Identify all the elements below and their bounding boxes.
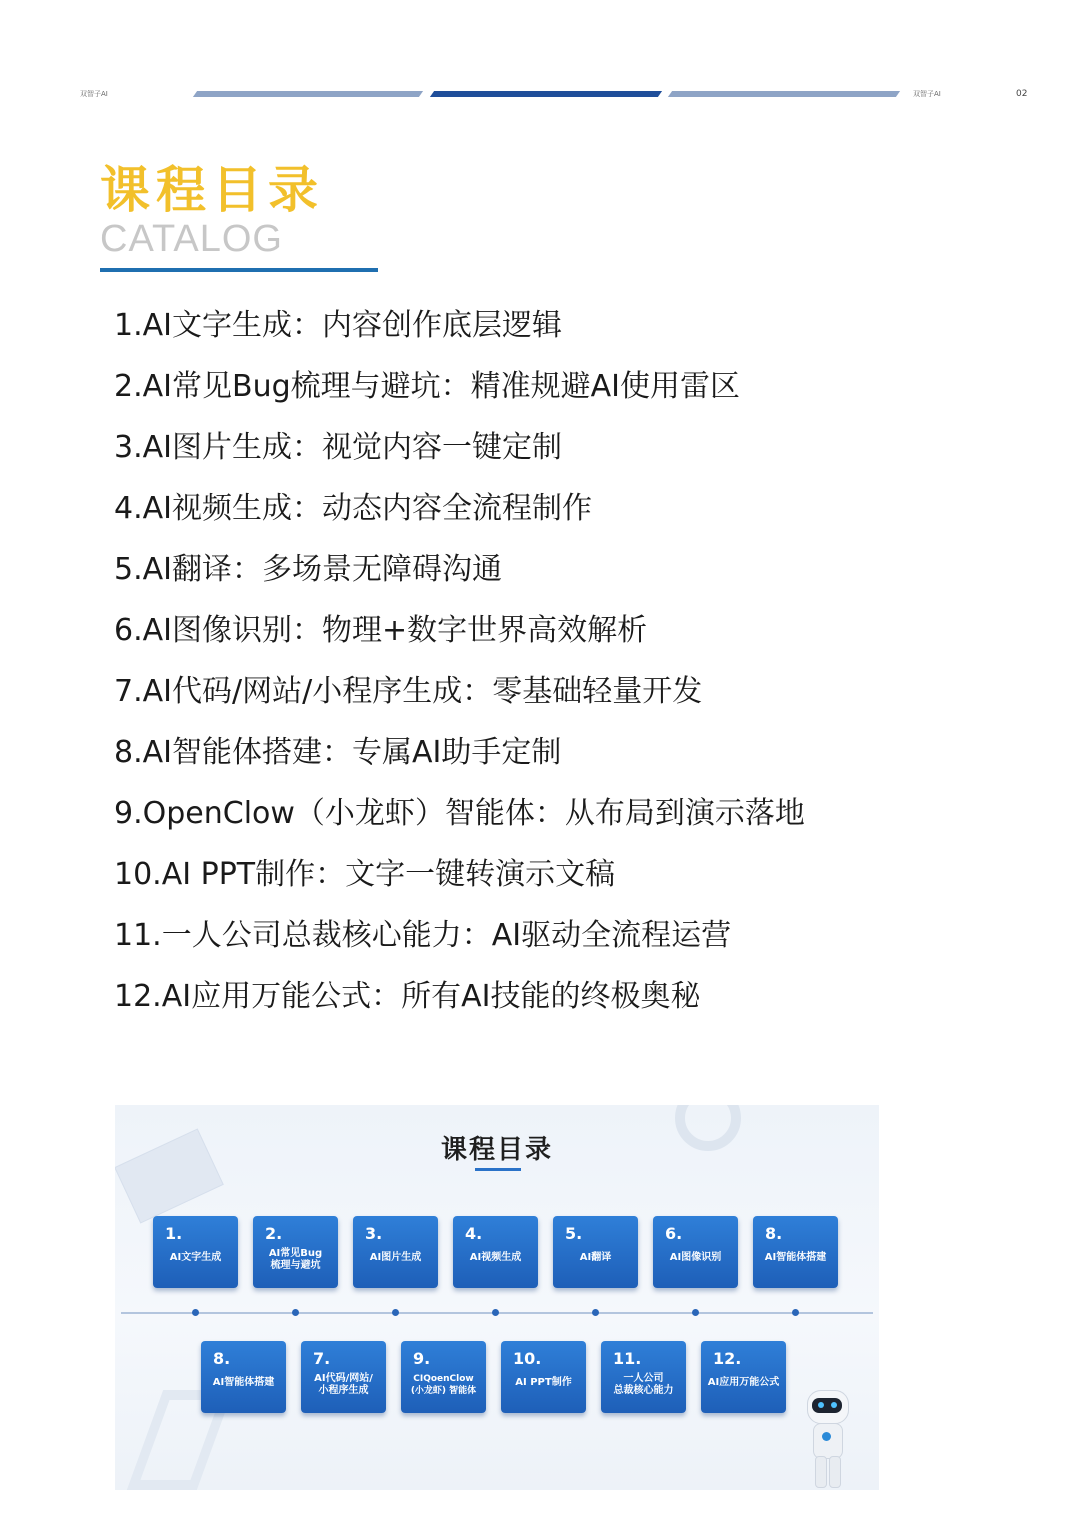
timeline-dot [592, 1309, 599, 1316]
course-card-number: 1. [165, 1224, 183, 1243]
course-card-number: 11. [613, 1349, 642, 1368]
robot-badge [822, 1432, 831, 1441]
course-card [201, 1341, 286, 1413]
course-card [153, 1216, 238, 1288]
course-card-label: AI PPT制作 [515, 1377, 572, 1388]
page-number: 02 [1016, 89, 1028, 99]
page-subtitle: CATALOG [100, 218, 283, 260]
catalog-item: 7.AI代码/网站/小程序生成：零基础轻量开发 [114, 674, 703, 709]
course-card-label: AI应用万能公式 [707, 1377, 780, 1388]
catalog-item: 12.AI应用万能公式：所有AI技能的终极奥秘 [114, 979, 701, 1014]
course-card-label: AI视频生成 [469, 1252, 522, 1263]
course-card-number: 4. [465, 1224, 483, 1243]
catalog-item: 1.AI文字生成：内容创作底层逻辑 [114, 308, 562, 343]
graphic-title: 课程目录 [440, 1135, 553, 1165]
course-card-number: 7. [313, 1349, 331, 1368]
timeline-dot [692, 1309, 699, 1316]
course-card-number: 3. [365, 1224, 383, 1243]
course-card-label: AI图片生成 [369, 1252, 422, 1263]
course-card-number: 6. [665, 1224, 683, 1243]
course-card-label: AI智能体搭建 [764, 1252, 827, 1263]
course-card-label: AI代码/网站/ 小程序生成 [314, 1373, 373, 1396]
course-card [653, 1216, 738, 1288]
course-card [701, 1341, 786, 1413]
course-card-label: 一人公司 总裁核心能力 [613, 1373, 674, 1396]
robot-illustration [803, 1390, 853, 1488]
course-card-number: 8. [765, 1224, 783, 1243]
robot-eye-right [831, 1402, 837, 1408]
header-right-label: 双智子AI [913, 90, 941, 98]
course-card [501, 1341, 586, 1413]
course-card-number: 12. [713, 1349, 742, 1368]
timeline-dot [292, 1309, 299, 1316]
course-card [453, 1216, 538, 1288]
course-card-label: AI图像识别 [669, 1252, 722, 1263]
course-card [553, 1216, 638, 1288]
course-card [301, 1341, 386, 1413]
course-card [601, 1341, 686, 1413]
header-bar-left [193, 91, 423, 97]
title-underline [100, 268, 378, 272]
course-card-number: 5. [565, 1224, 583, 1243]
header-bar-center [430, 91, 662, 97]
course-card-label: AI常见Bug 梳理与避坑 [268, 1248, 323, 1271]
course-card [401, 1341, 486, 1413]
graphic-title-underline [475, 1168, 521, 1171]
robot-leg-left [815, 1456, 827, 1488]
robot-eye-left [818, 1402, 824, 1408]
catalog-item: 2.AI常见Bug梳理与避坑：精准规避AI使用雷区 [114, 369, 741, 404]
course-card-number: 9. [413, 1349, 431, 1368]
robot-body [813, 1423, 843, 1459]
course-card [253, 1216, 338, 1288]
course-card-number: 2. [265, 1224, 283, 1243]
page-title: 课程目录 [100, 161, 324, 219]
header-bar-right [668, 91, 900, 97]
catalog-item: 11.一人公司总裁核心能力：AI驱动全流程运营 [114, 918, 732, 953]
catalog-item: 3.AI图片生成：视觉内容一键定制 [114, 430, 562, 465]
course-card [353, 1216, 438, 1288]
course-card-number: 8. [213, 1349, 231, 1368]
robot-leg-right [829, 1456, 841, 1488]
robot-visor [812, 1398, 842, 1413]
course-roadmap-graphic [115, 1105, 879, 1490]
timeline-dot [392, 1309, 399, 1316]
catalog-item: 5.AI翻译：多场景无障碍沟通 [114, 552, 502, 587]
timeline-dot [792, 1309, 799, 1316]
catalog-item: 4.AI视频生成：动态内容全流程制作 [114, 491, 592, 526]
course-card-label: CIQoenClow (小龙虾) 智能体 [410, 1374, 477, 1396]
catalog-item: 10.AI PPT制作：文字一键转演示文稿 [114, 857, 616, 892]
header-left-label: 双智子AI [80, 90, 108, 98]
course-card-label: AI翻译 [579, 1252, 612, 1263]
course-card-label: AI文字生成 [169, 1252, 222, 1263]
course-card-number: 10. [513, 1349, 542, 1368]
catalog-list [114, 305, 805, 1037]
course-card-label: AI智能体搭建 [212, 1377, 275, 1388]
timeline-dot [492, 1309, 499, 1316]
catalog-item: 6.AI图像识别：物理+数字世界高效解析 [114, 613, 648, 648]
catalog-item: 9.OpenClow（小龙虾）智能体：从布局到演示落地 [114, 796, 805, 831]
course-card [753, 1216, 838, 1288]
catalog-item: 8.AI智能体搭建：专属AI助手定制 [114, 735, 562, 770]
timeline-dot [192, 1309, 199, 1316]
